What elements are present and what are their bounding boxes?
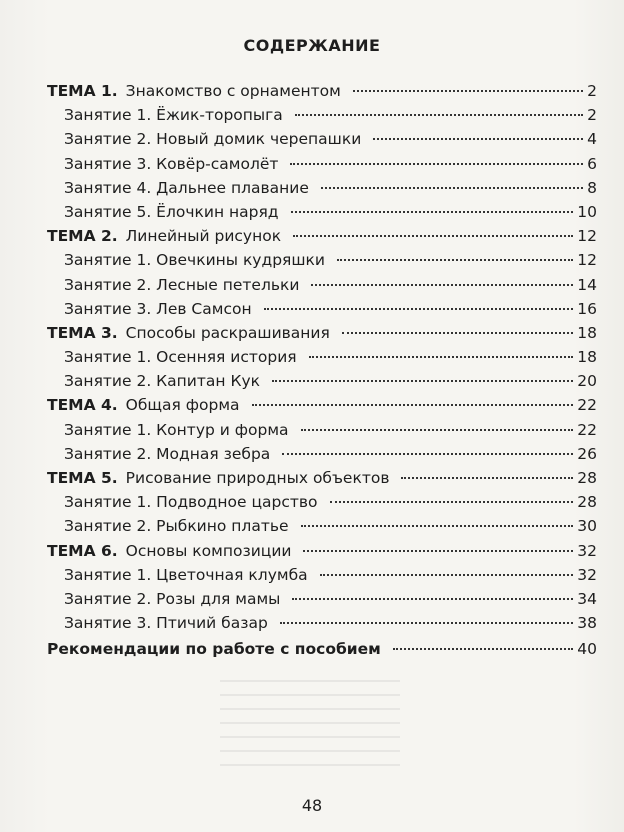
toc-topic-title: Способы раскрашивания [125, 323, 330, 342]
toc-lesson-row [47, 421, 597, 445]
toc-topic-title: Основы композиции [125, 541, 292, 560]
toc-leader-dots [290, 163, 583, 165]
toc-page-number: 38 [577, 614, 597, 633]
toc-topic-number: ТЕМА 5. [47, 469, 118, 487]
toc-leader-dots [264, 308, 574, 310]
toc-entry-title: Занятие 2. Новый домик черепашки [64, 130, 362, 149]
toc-page-number: 22 [577, 396, 597, 415]
toc-page-number: 4 [587, 130, 597, 149]
toc-entry-title: Занятие 1. Ёжик-торопыга [64, 106, 283, 125]
toc-entry-title [47, 396, 240, 414]
toc-entry-title: Рекомендации по работе с пособием [47, 640, 381, 659]
toc-leader-dots [330, 501, 574, 503]
toc-entry-title [47, 542, 291, 560]
toc-page-number: 8 [587, 178, 597, 197]
toc-entry-title: Занятие 1. Контур и форма [64, 420, 289, 439]
toc-lesson-row [47, 203, 597, 227]
toc-leader-dots [393, 648, 573, 650]
toc-page-number: 30 [577, 517, 597, 536]
toc-lesson-row [47, 106, 597, 130]
toc-page-number: 32 [577, 541, 597, 560]
toc-page-number: 26 [577, 444, 597, 463]
toc-entry-title: Занятие 2. Лесные петельки [64, 275, 300, 294]
toc-topic-row [47, 82, 597, 106]
toc-entry-title: Занятие 1. Овечкины кудряшки [64, 251, 325, 270]
show-through-text [220, 680, 400, 770]
toc-lesson-row [47, 566, 597, 590]
toc-entry-title [47, 469, 389, 487]
toc-topic-title: Общая форма [125, 396, 240, 415]
toc-topic-number: ТЕМА 3. [47, 323, 118, 342]
toc-topic-title: Линейный рисунок [125, 227, 282, 246]
toc-lesson-row [47, 590, 597, 614]
toc-topic-title: Знакомство с орнаментом [125, 82, 341, 100]
toc-lesson-row [47, 445, 597, 469]
toc-page-number: 20 [577, 372, 597, 391]
toc-topic-number: ТЕМА 2. [47, 227, 118, 246]
toc-topic-row [47, 396, 597, 420]
toc-entry-title: Занятие 5. Ёлочкин наряд [64, 202, 279, 221]
toc-page-number: 34 [577, 589, 597, 608]
toc-leader-dots [320, 574, 574, 576]
toc-lesson-row [47, 130, 597, 154]
toc-topic-number: ТЕМА 4. [47, 396, 118, 415]
toc-lesson-row [47, 251, 597, 275]
toc-lesson-row [47, 372, 597, 396]
toc-entry-title: Занятие 3. Ковёр-самолёт [64, 154, 279, 173]
toc-entry-title [47, 324, 330, 342]
toc-lesson-row [47, 493, 597, 517]
toc-entry-title: Занятие 1. Осенняя история [64, 348, 297, 367]
toc-leader-dots [303, 550, 573, 552]
toc-lesson-row [47, 155, 597, 179]
toc-leader-dots [292, 598, 573, 600]
page-title: СОДЕРЖАНИЕ [243, 36, 381, 55]
toc-leader-dots [311, 284, 573, 286]
toc-leader-dots [337, 259, 573, 261]
toc-page-number: 40 [577, 640, 597, 659]
toc-lesson-row [47, 348, 597, 372]
toc-topic-title: Рисование природных объектов [125, 469, 390, 487]
toc-leader-dots [291, 211, 574, 213]
toc-entry-title: Занятие 3. Лев Самсон [64, 299, 252, 318]
toc-entry-title [47, 227, 281, 245]
toc-leader-dots [301, 525, 574, 527]
toc-page-number: 2 [587, 106, 597, 125]
toc-leader-dots [373, 138, 583, 140]
toc-topic-row [47, 542, 597, 566]
toc-page-number: 16 [577, 299, 597, 318]
toc-entry-title: Занятие 2. Розы для мамы [64, 589, 281, 608]
page-number: 48 [301, 796, 323, 815]
toc-topic-row [47, 324, 597, 348]
toc-leader-dots [272, 380, 573, 382]
toc-entry-title: Занятие 2. Рыбкино платье [64, 517, 289, 536]
table-of-contents [47, 82, 597, 665]
toc-leader-dots [295, 114, 583, 116]
toc-page-number: 14 [577, 275, 597, 294]
toc-page-number: 10 [577, 202, 597, 221]
toc-entry-title [47, 82, 341, 100]
toc-page-number: 2 [587, 82, 597, 100]
toc-entry-title: Занятие 4. Дальнее плавание [64, 178, 309, 197]
toc-page-number: 18 [577, 348, 597, 367]
toc-page-number: 32 [577, 565, 597, 584]
toc-page-number: 12 [577, 227, 597, 246]
toc-entry-title: Занятие 2. Модная зебра [64, 444, 271, 463]
toc-topic-row [47, 227, 597, 251]
toc-leader-dots [293, 235, 573, 237]
toc-leader-dots [353, 90, 583, 92]
toc-page-number: 18 [577, 323, 597, 342]
toc-leader-dots [342, 332, 573, 334]
toc-leader-dots [252, 404, 574, 406]
toc-leader-dots [301, 429, 574, 431]
toc-leader-dots [321, 187, 583, 189]
toc-entry-title: Занятие 1. Цветочная клумба [64, 565, 308, 584]
toc-page-number: 6 [587, 154, 597, 173]
toc-leader-dots [401, 477, 573, 479]
toc-entry-title: Занятие 3. Птичий базар [64, 614, 268, 633]
toc-page-number: 22 [577, 420, 597, 439]
toc-topic-number: ТЕМА 6. [47, 541, 118, 560]
toc-page-number: 12 [577, 251, 597, 270]
toc-leader-dots [309, 356, 574, 358]
toc-page-number: 28 [577, 493, 597, 512]
toc-topic-row [47, 469, 597, 493]
toc-entry-title: Занятие 1. Подводное царство [64, 493, 318, 512]
toc-lesson-row [47, 300, 597, 324]
toc-leader-dots [282, 453, 573, 455]
toc-final-row [47, 640, 597, 664]
toc-lesson-row [47, 517, 597, 541]
toc-topic-number: ТЕМА 1. [47, 82, 118, 100]
toc-page-number: 28 [577, 469, 597, 487]
toc-entry-title: Занятие 2. Капитан Кук [64, 372, 261, 391]
toc-leader-dots [280, 622, 573, 624]
toc-lesson-row [47, 276, 597, 300]
toc-lesson-row [47, 614, 597, 638]
toc-lesson-row [47, 179, 597, 203]
